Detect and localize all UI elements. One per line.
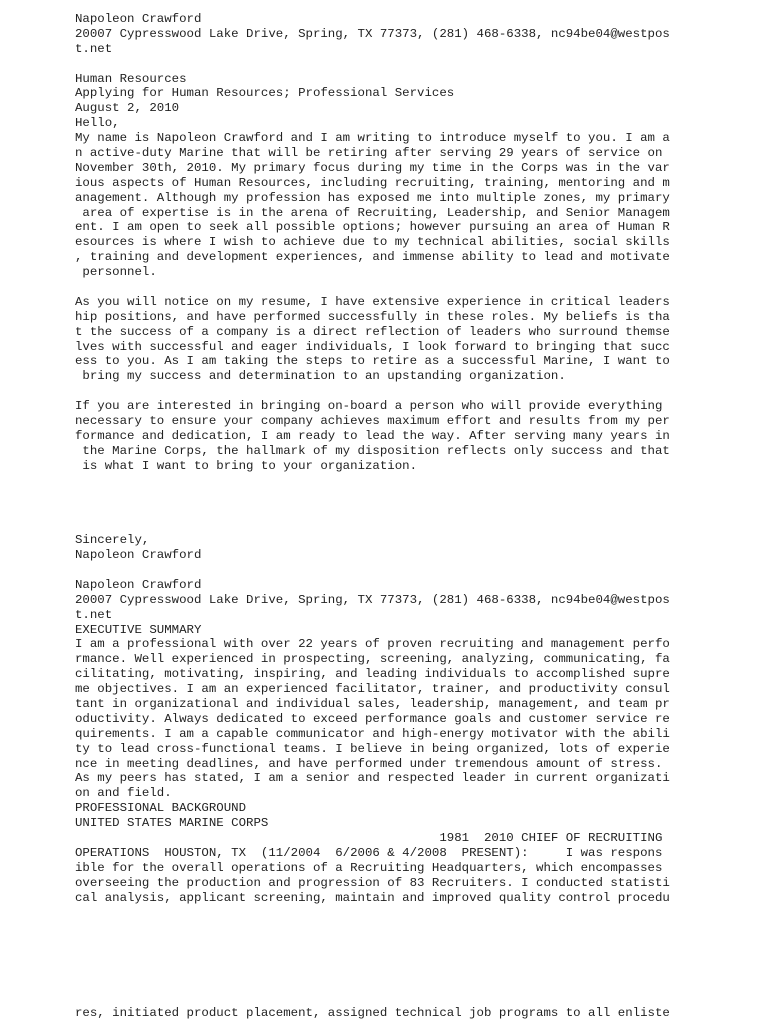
letter-header [75, 12, 670, 57]
employer-name: UNITED STATES MARINE CORPS [75, 816, 269, 831]
letter-closing [75, 533, 670, 563]
sender-name: Napoleon Crawford [75, 12, 202, 26]
resume-contact-line: 20007 Cypresswood Lake Drive, Spring, TX 77373, (281) 468-6338, nc94be04@westpos [75, 592, 670, 607]
text-line: rmance. Well experienced in prospecting, screening, analyzing, communicating, fa [75, 652, 670, 667]
recipient-line: Applying for Human Resources; Professional Services [75, 86, 455, 101]
letter-date: August 2, 2010 [75, 101, 180, 116]
text-line: formance and dedication, I am ready to lead the way. After serving many years in [75, 428, 670, 443]
text-line: overseeing the production and progression of 83 Recruiters. I conducted statisti [75, 875, 670, 890]
resume-name: Napoleon Crawford [75, 577, 202, 592]
text-line: ible for the overall operations of a Recruiting Headquarters, which encompasses [75, 860, 663, 875]
resume-header [75, 578, 670, 623]
text-line: ent. I am open to seek all possible options; however pursuing an area of Human R [75, 220, 670, 235]
recipient-line: Human Resources [75, 71, 187, 86]
text-line: ious aspects of Human Resources, including recruiting, training, mentoring and m [75, 175, 670, 190]
text-line: hip positions, and have performed successfully in these roles. My beliefs is tha [75, 309, 670, 324]
executive-summary [75, 623, 670, 802]
text-line: OPERATIONS HOUSTON, TX (11/2004 6/2006 & 4/2008 PRESENT): I was respons [75, 845, 663, 860]
text-line: bring my success and determination to an upstanding organization. [75, 369, 566, 384]
signature-name: Napoleon Crawford [75, 548, 202, 563]
resume-contact-line: t.net [75, 607, 113, 622]
sender-contact-line: 20007 Cypresswood Lake Drive, Spring, TX 77373, (281) 468-6338, nc94be04@westpos [75, 26, 670, 41]
text-line: As you will notice on my resume, I have extensive experience in critical leaders [75, 294, 670, 309]
text-line: My name is Napoleon Crawford and I am writing to introduce myself to you. I am a [75, 131, 670, 146]
text-line: on and field. [75, 786, 172, 801]
text-line: As my peers has stated, I am a senior and respected leader in current organizati [75, 771, 670, 786]
text-line: n active-duty Marine that will be retiring after serving 29 years of service on [75, 146, 663, 161]
text-line: lves with successful and eager individuals, I look forward to bringing that succ [75, 339, 670, 354]
text-line: necessary to ensure your company achieves maximum effort and results from my per [75, 414, 670, 429]
text-line: oductivity. Always dedicated to exceed performance goals and customer service re [75, 711, 670, 726]
text-line: ess to you. As I am taking the steps to retire as a successful Marine, I want to [75, 354, 670, 369]
text-line: me objectives. I am an experienced facilitator, trainer, and productivity consul [75, 682, 670, 697]
text-line: If you are interested in bringing on-board a person who will provide everything [75, 399, 663, 414]
text-line: anagement. Although my profession has exposed me into multiple zones, my primary [75, 190, 670, 205]
letter-paragraph-2 [75, 295, 670, 384]
text-line: is what I want to bring to your organization. [75, 458, 418, 473]
text-line: 1981 2010 CHIEF OF RECRUITING [75, 831, 663, 846]
professional-background [75, 801, 670, 905]
text-line: cal analysis, applicant screening, maintain and improved quality control procedu [75, 890, 670, 905]
text-line: esources is where I wish to achieve due to my technical abilities, social skills [75, 235, 670, 250]
text-line: I am a professional with over 22 years of proven recruiting and management perfo [75, 637, 670, 652]
text-line: cilitating, motivating, inspiring, and leading individuals to accomplished supre [75, 667, 670, 682]
document-page [75, 12, 670, 905]
recipient-block [75, 72, 670, 132]
text-line: quirements. I am a capable communicator and high-energy motivator with the abili [75, 726, 670, 741]
text-line: personnel. [75, 265, 157, 280]
text-line: tant in organizational and individual sales, leadership, management, and team pr [75, 697, 670, 711]
text-line: ty to lead cross-functional teams. I believe in being organized, lots of experie [75, 741, 670, 756]
salutation: Hello, [75, 116, 120, 131]
text-line: , training and development experiences, and immense ability to lead and motivate [75, 250, 670, 265]
closing-line: Sincerely, [75, 533, 150, 548]
text-line: nce in meeting deadlines, and have performed under tremendous amount of stress. [75, 756, 663, 771]
section-heading: EXECUTIVE SUMMARY [75, 622, 202, 637]
text-line: area of expertise is in the arena of Recruiting, Leadership, and Senior Managem [75, 205, 670, 220]
text-line: t the success of a company is a direct reflection of leaders who surround themse [75, 324, 670, 339]
letter-paragraph-1 [75, 131, 670, 280]
sender-contact-line: t.net [75, 41, 113, 56]
text-line: the Marine Corps, the hallmark of my disposition reflects only success and that [75, 443, 670, 458]
continuation-line: res, initiated product placement, assigned technical job programs to all enliste [75, 1006, 670, 1020]
section-heading: PROFESSIONAL BACKGROUND [75, 801, 247, 816]
text-line: November 30th, 2010. My primary focus during my time in the Corps was in the var [75, 160, 670, 175]
letter-paragraph-3 [75, 399, 670, 473]
